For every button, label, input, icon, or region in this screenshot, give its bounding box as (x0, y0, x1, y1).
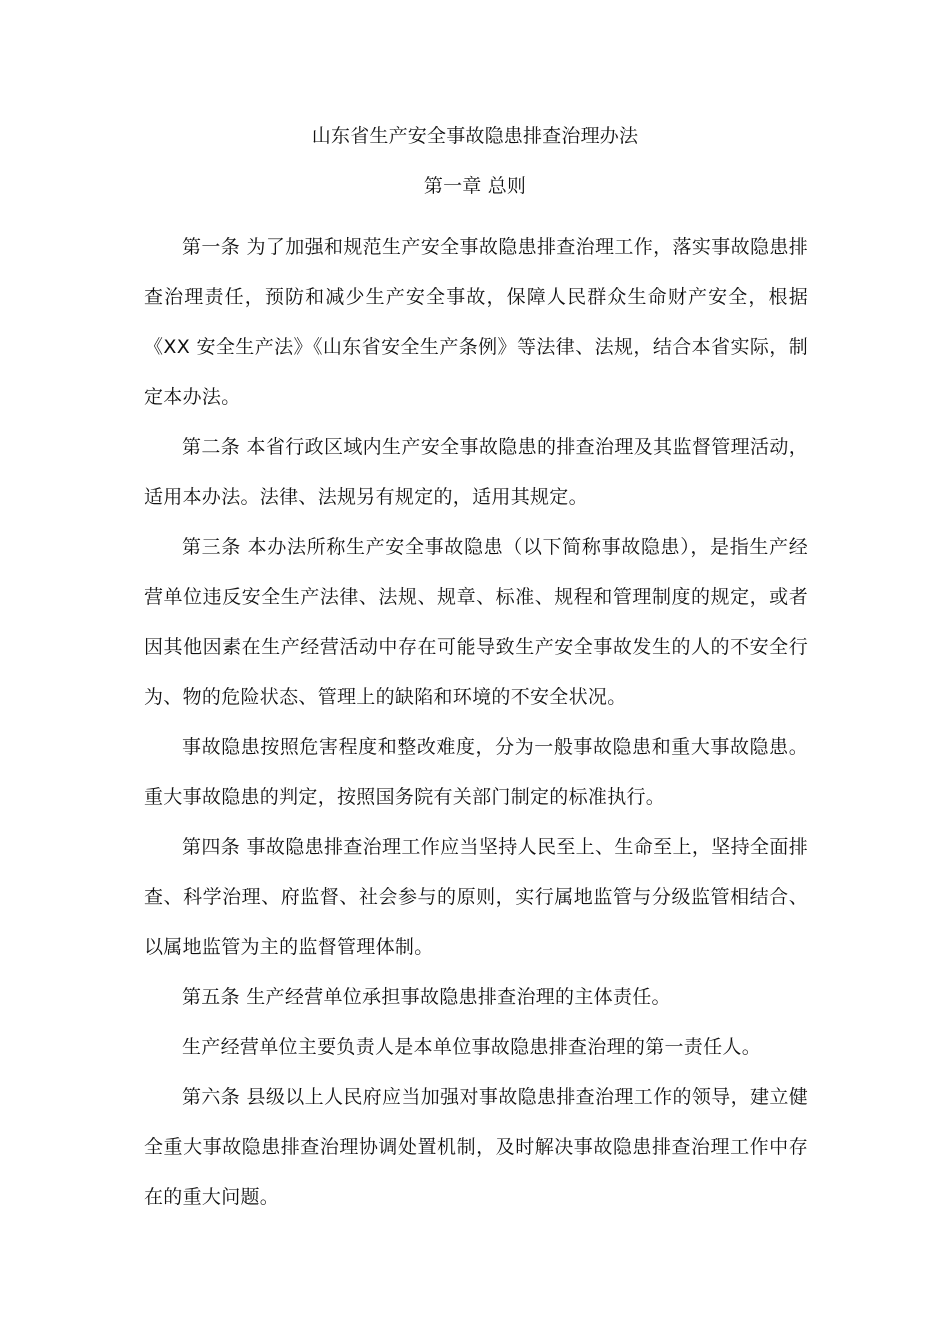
paragraph-article-5-continued: 生产经营单位主要负责人是本单位事故隐患排查治理的第一责任人。 (182, 1036, 762, 1058)
document-title: 山东省生产安全事故隐患排查治理办法 (311, 125, 639, 147)
paragraph-article-3: 第三条 本办法所称生产安全事故隐患（以下简称事故隐患），是指生产经营单位违反安全生产法律、法规、规章、标准、规程和管理制度的规定，或者因其他因素在生产经营活动中存在可能导致生产安全事故发生的人的不安全行为、物的危险状态、管理上的缺陷和环境的不安全状况。 (144, 536, 808, 708)
paragraph-article-5: 第五条 生产经营单位承担事故隐患排查治理的主体责任。 (182, 986, 671, 1008)
paragraph-article-2: 第二条 本省行政区域内生产安全事故隐患的排查治理及其监督管理活动，适用本办法。法律、法规另有规定的，适用其规定。 (144, 436, 808, 508)
document-body (144, 222, 808, 1222)
paragraph-article-3-continued: 事故隐患按照危害程度和整改难度，分为一般事故隐患和重大事故隐患。重大事故隐患的判定，按照国务院有关部门制定的标准执行。 (144, 736, 808, 808)
paragraph-article-1: 第一条 为了加强和规范生产安全事故隐患排查治理工作，落实事故隐患排查治理责任，预防和减少生产安全事故，保障人民群众生命财产安全，根据《XX 安全生产法》《山东省安全生产条例》等法律、法规，结合本省实际，制定本办法。 (144, 236, 808, 408)
chapter-heading: 第一章 总则 (423, 175, 527, 197)
paragraph-article-6: 第六条 县级以上人民府应当加强对事故隐患排查治理工作的领导，建立健全重大事故隐患排查治理协调处置机制，及时解决事故隐患排查治理工作中存在的重大问题。 (144, 1086, 808, 1208)
paragraph-article-4: 第四条 事故隐患排查治理工作应当坚持人民至上、生命至上，坚持全面排查、科学治理、府监督、社会参与的原则，实行属地监管与分级监管相结合、以属地监管为主的监督管理体制。 (144, 836, 808, 958)
